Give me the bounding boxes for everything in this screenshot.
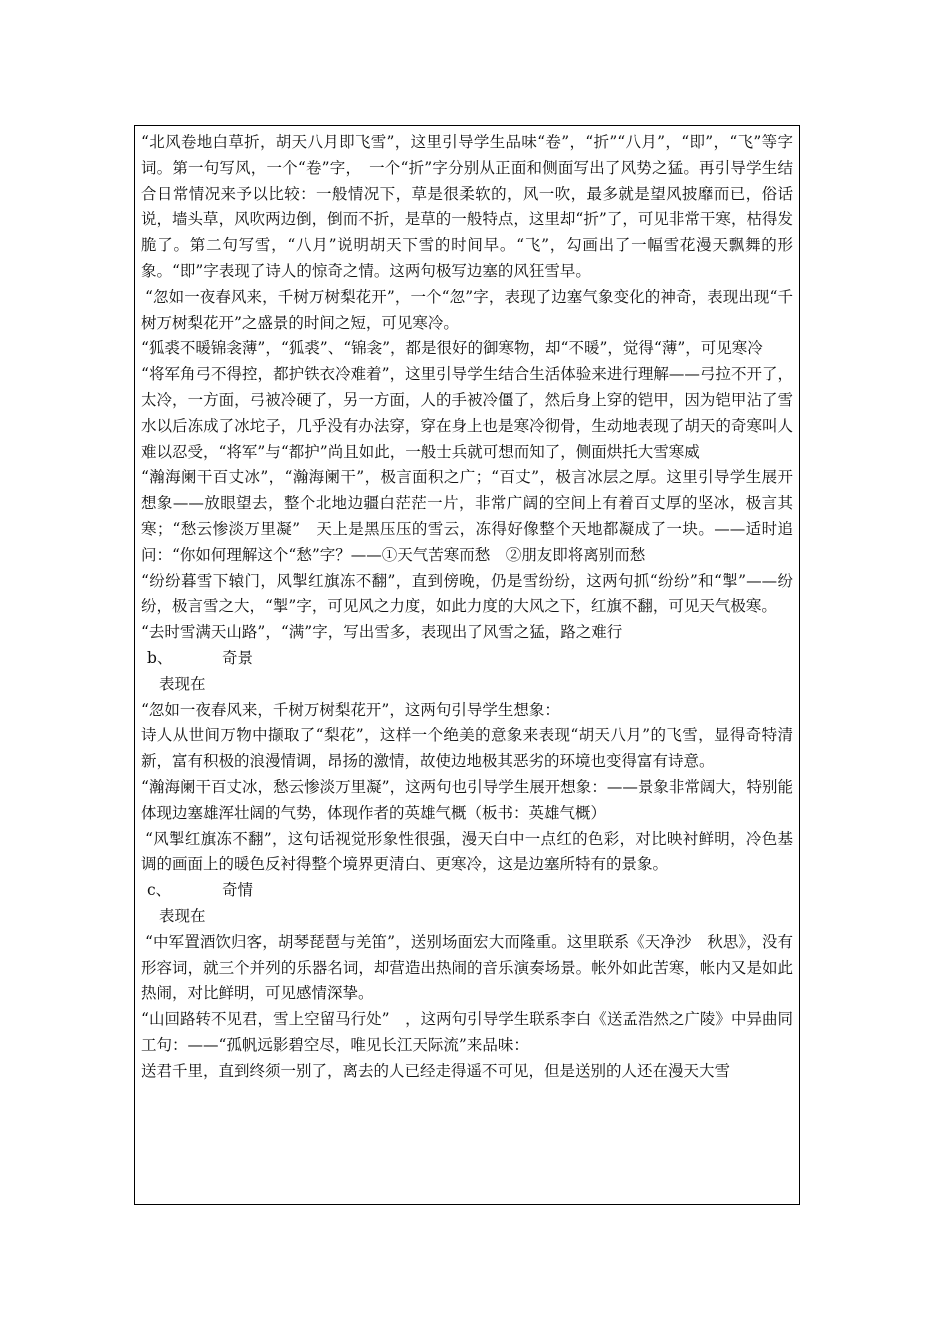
section-b-sub: 表现在	[159, 674, 206, 693]
paragraph-1: “北风卷地白草折，胡天八月即飞雪”，这里引导学生品味“卷”，“折”“八月”，“即”，“飞”等字词。第一句写风，一个“卷”字， 一个“折”字分别从正面和侧面写出了风势之猛。再引导学生结合日常情况来予以比较：一般情况下，草是很柔软的，风一吹，最多就是望风披靡而已，俗话说，墙头草，风吹两边倒，倒而不折，是草的一般特点，这里却“折”了，可见非常干寒，枯得发脆了。第二句写雪，“八月”说明胡天下雪的时间早。“飞”，勾画出了一幅雪花漫天飘舞的形象。“即”字表现了诗人的惊奇之情。这两句极写边塞的风狂雪早。	[141, 133, 793, 280]
section-c-label: c、	[147, 881, 172, 900]
paragraph-3: “狐裘不暖锦衾薄”，“狐裘”、“锦衾”，都是很好的御寒物，却“不暖”，觉得“薄”，可见寒冷	[141, 339, 763, 358]
section-c-paragraph-2: “山回路转不见君，雪上空留马行处” ，这两句引导学生联系李白《送孟浩然之广陵》中异曲同工句：——“孤帆远影碧空尽，唯见长江天际流”来品味：	[141, 1010, 793, 1054]
document-body	[141, 130, 793, 1084]
section-b-heading	[141, 646, 793, 672]
section-c-heading	[141, 878, 793, 904]
paragraph-2: “忽如一夜春风来，千树万树梨花开”，一个“忽”字，表现了边塞气象变化的神奇，表现出现“千树万树梨花开”之盛景的时间之短，可见寒冷。	[141, 287, 793, 332]
paragraph-7: “去时雪满天山路”，“满”字，写出雪多，表现出了风雪之猛，路之难行	[141, 623, 623, 642]
section-b-paragraph-4: “风掣红旗冻不翻”，这句话视觉形象性很强，漫天白中一点红的色彩，对比映衬鲜明，冷色基调的画面上的暖色反衬得整个境界更清白、更寒冷，这是边塞所特有的景象。	[141, 829, 793, 874]
section-b-paragraph-1: “忽如一夜春风来，千树万树梨花开”，这两句引导学生想象：	[141, 700, 560, 719]
table-cell-frame	[134, 125, 800, 1205]
section-c-title: 奇情	[222, 881, 254, 900]
section-c-paragraph-1: “中军置酒饮归客，胡琴琵琶与羌笛”，送别场面宏大而隆重。这里联系《天净沙 秋思》，没有形容词，就三个并列的乐器名词，却营造出热闹的音乐演奏场景。帐外如此苦寒，帐内又是如此热闹，对比鲜明，可见感情深挚。	[141, 932, 793, 1003]
section-b-paragraph-2: 诗人从世间万物中撷取了“梨花”，这样一个绝美的意象来表现“胡天八月”的飞雪，显得奇特清新，富有积极的浪漫情调，昂扬的激情，故使边地极其恶劣的环境也变得富有诗意。	[141, 726, 793, 771]
section-b-label: b、	[147, 648, 173, 667]
paragraph-4: “将军角弓不得控，都护铁衣冷难着”，这里引导学生结合生活体验来进行理解——弓拉不开了，太冷，一方面，弓被冷硬了，另一方面，人的手被冷僵了，然后身上穿的铠甲，因为铠甲沾了雪水以后冻成了冰坨子，几乎没有办法穿，穿在身上也是寒冷彻骨，生动地表现了胡天的奇寒叫人难以忍受，“将军”与“都护”尚且如此，一般士兵就可想而知了，侧面烘托大雪寒威	[141, 365, 793, 461]
section-b-paragraph-3: “瀚海阑干百丈冰，愁云惨淡万里凝”，这两句也引导学生展开想象：——景象非常阔大，特别能体现边塞雄浑壮阔的气势，体现作者的英雄气概（板书：英雄气概）	[141, 777, 793, 822]
paragraph-5: “瀚海阑干百丈冰”，“瀚海阑干”，极言面积之广；“百丈”，极言冰层之厚。这里引导学生展开想象——放眼望去，整个北地边疆白茫茫一片，非常广阔的空间上有着百丈厚的坚冰，极言其寒；“愁云惨淡万里凝” 天上是黑压压的雪云，冻得好像整个天地都凝成了一块。——适时追问：“你如何理解这个“愁”字？——①天气苦寒而愁 ②朋友即将离别而愁	[141, 468, 793, 564]
section-c-sub: 表现在	[159, 906, 206, 925]
paragraph-6: “纷纷暮雪下辕门，风掣红旗冻不翻”，直到傍晚，仍是雪纷纷，这两句抓“纷纷”和“掣”——纷纷，极言雪之大，“掣”字，可见风之力度，如此力度的大风之下，红旗不翻，可见天气极寒。	[141, 571, 793, 616]
section-b-title: 奇景	[222, 648, 254, 667]
section-c-paragraph-3: 送君千里，直到终须一别了，离去的人已经走得遥不可见，但是送别的人还在漫天大雪	[141, 1061, 731, 1080]
